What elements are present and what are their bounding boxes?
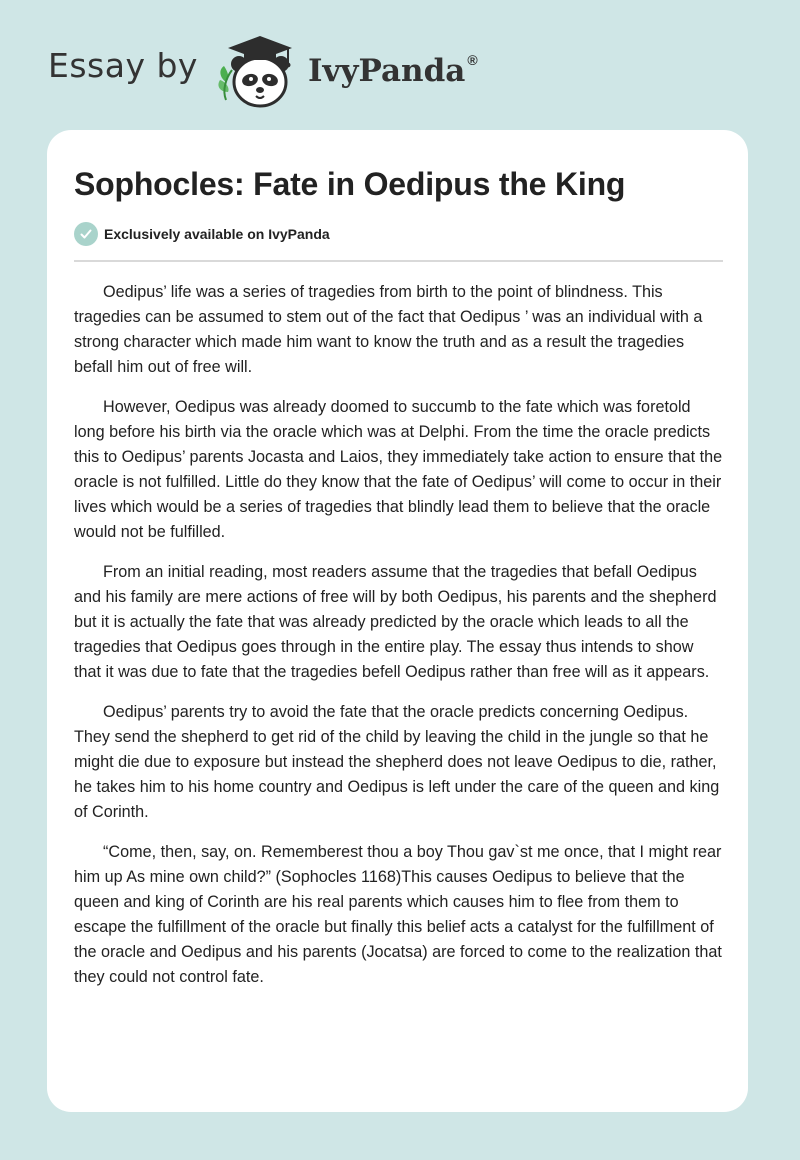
badge-label: Exclusively available on IvyPanda (104, 226, 330, 242)
site-header (48, 30, 478, 110)
paragraph: Oedipus’ parents try to avoid the fate that the oracle predicts concerning Oedipus. They send the shepherd to get rid of the child by leaving the child in the jungle so that he might die due to exposure but instead the shepherd does not leave Oedipus to die, rather, he takes him to his home country and Oedipus is left under the care of the queen and king of Corinth. (74, 703, 720, 821)
paragraph: However, Oedipus was already doomed to succumb to the fate which was foretold long before his birth via the oracle which was at Delphi. From the time the oracle predicts this to Oedipus’ parents Jocasta and Laios, they immediately take action to ensure that the oracle is not fulfilled. Little do they know that the fate of Oedipus’ will come to occur in their lives which would be a series of tragedies that blindly lead them to believe that the oracle would not be fulfilled. (74, 398, 723, 541)
essay-card (47, 130, 748, 1112)
brand-prefix: Essay by (48, 45, 198, 85)
essay-title: Sophocles: Fate in Oedipus the King (74, 166, 626, 202)
paragraph: Oedipus’ life was a series of tragedies from birth to the point of blindness. This tragedies can be assumed to stem out of the fact that Oedipus ’ was an individual with a strong character which made him want to know the truth and as a result the tragedies befall him out of free will. (74, 283, 703, 376)
brand-name-text: IvyPanda (307, 52, 466, 89)
availability-badge (74, 222, 330, 246)
registered-mark: ® (467, 51, 478, 68)
essay-body (74, 280, 724, 1005)
brand-name (308, 52, 478, 89)
check-circle-icon (74, 222, 98, 246)
divider (74, 260, 723, 262)
paragraph: From an initial reading, most readers assume that the tragedies that befall Oedipus and his family are mere actions of free will by both Oedipus, his parents and the shepherd but it is actually the fate that was already predicted by the oracle which leads to all the tragedies that Oedipus goes through in the entire play. The essay thus intends to show that it was due to fate that the tragedies befell Oedipus rather than free will as it appears. (74, 563, 717, 681)
paragraph: “Come, then, say, on. Rememberest thou a boy Thou gav`st me once, that I might rear him up As mine own child?” (Sophocles 1168)This causes Oedipus to believe that the queen and king of Corinth are his real parents which causes him to flee from them to escape the fulfillment of the oracle but finally this belief acts a catalyst for the fulfillment of the oracle and Oedipus and his parents (Jocatsa) are forced to come to the realization that they could not control fate. (74, 843, 722, 986)
panda-logo-icon[interactable] (212, 30, 304, 110)
